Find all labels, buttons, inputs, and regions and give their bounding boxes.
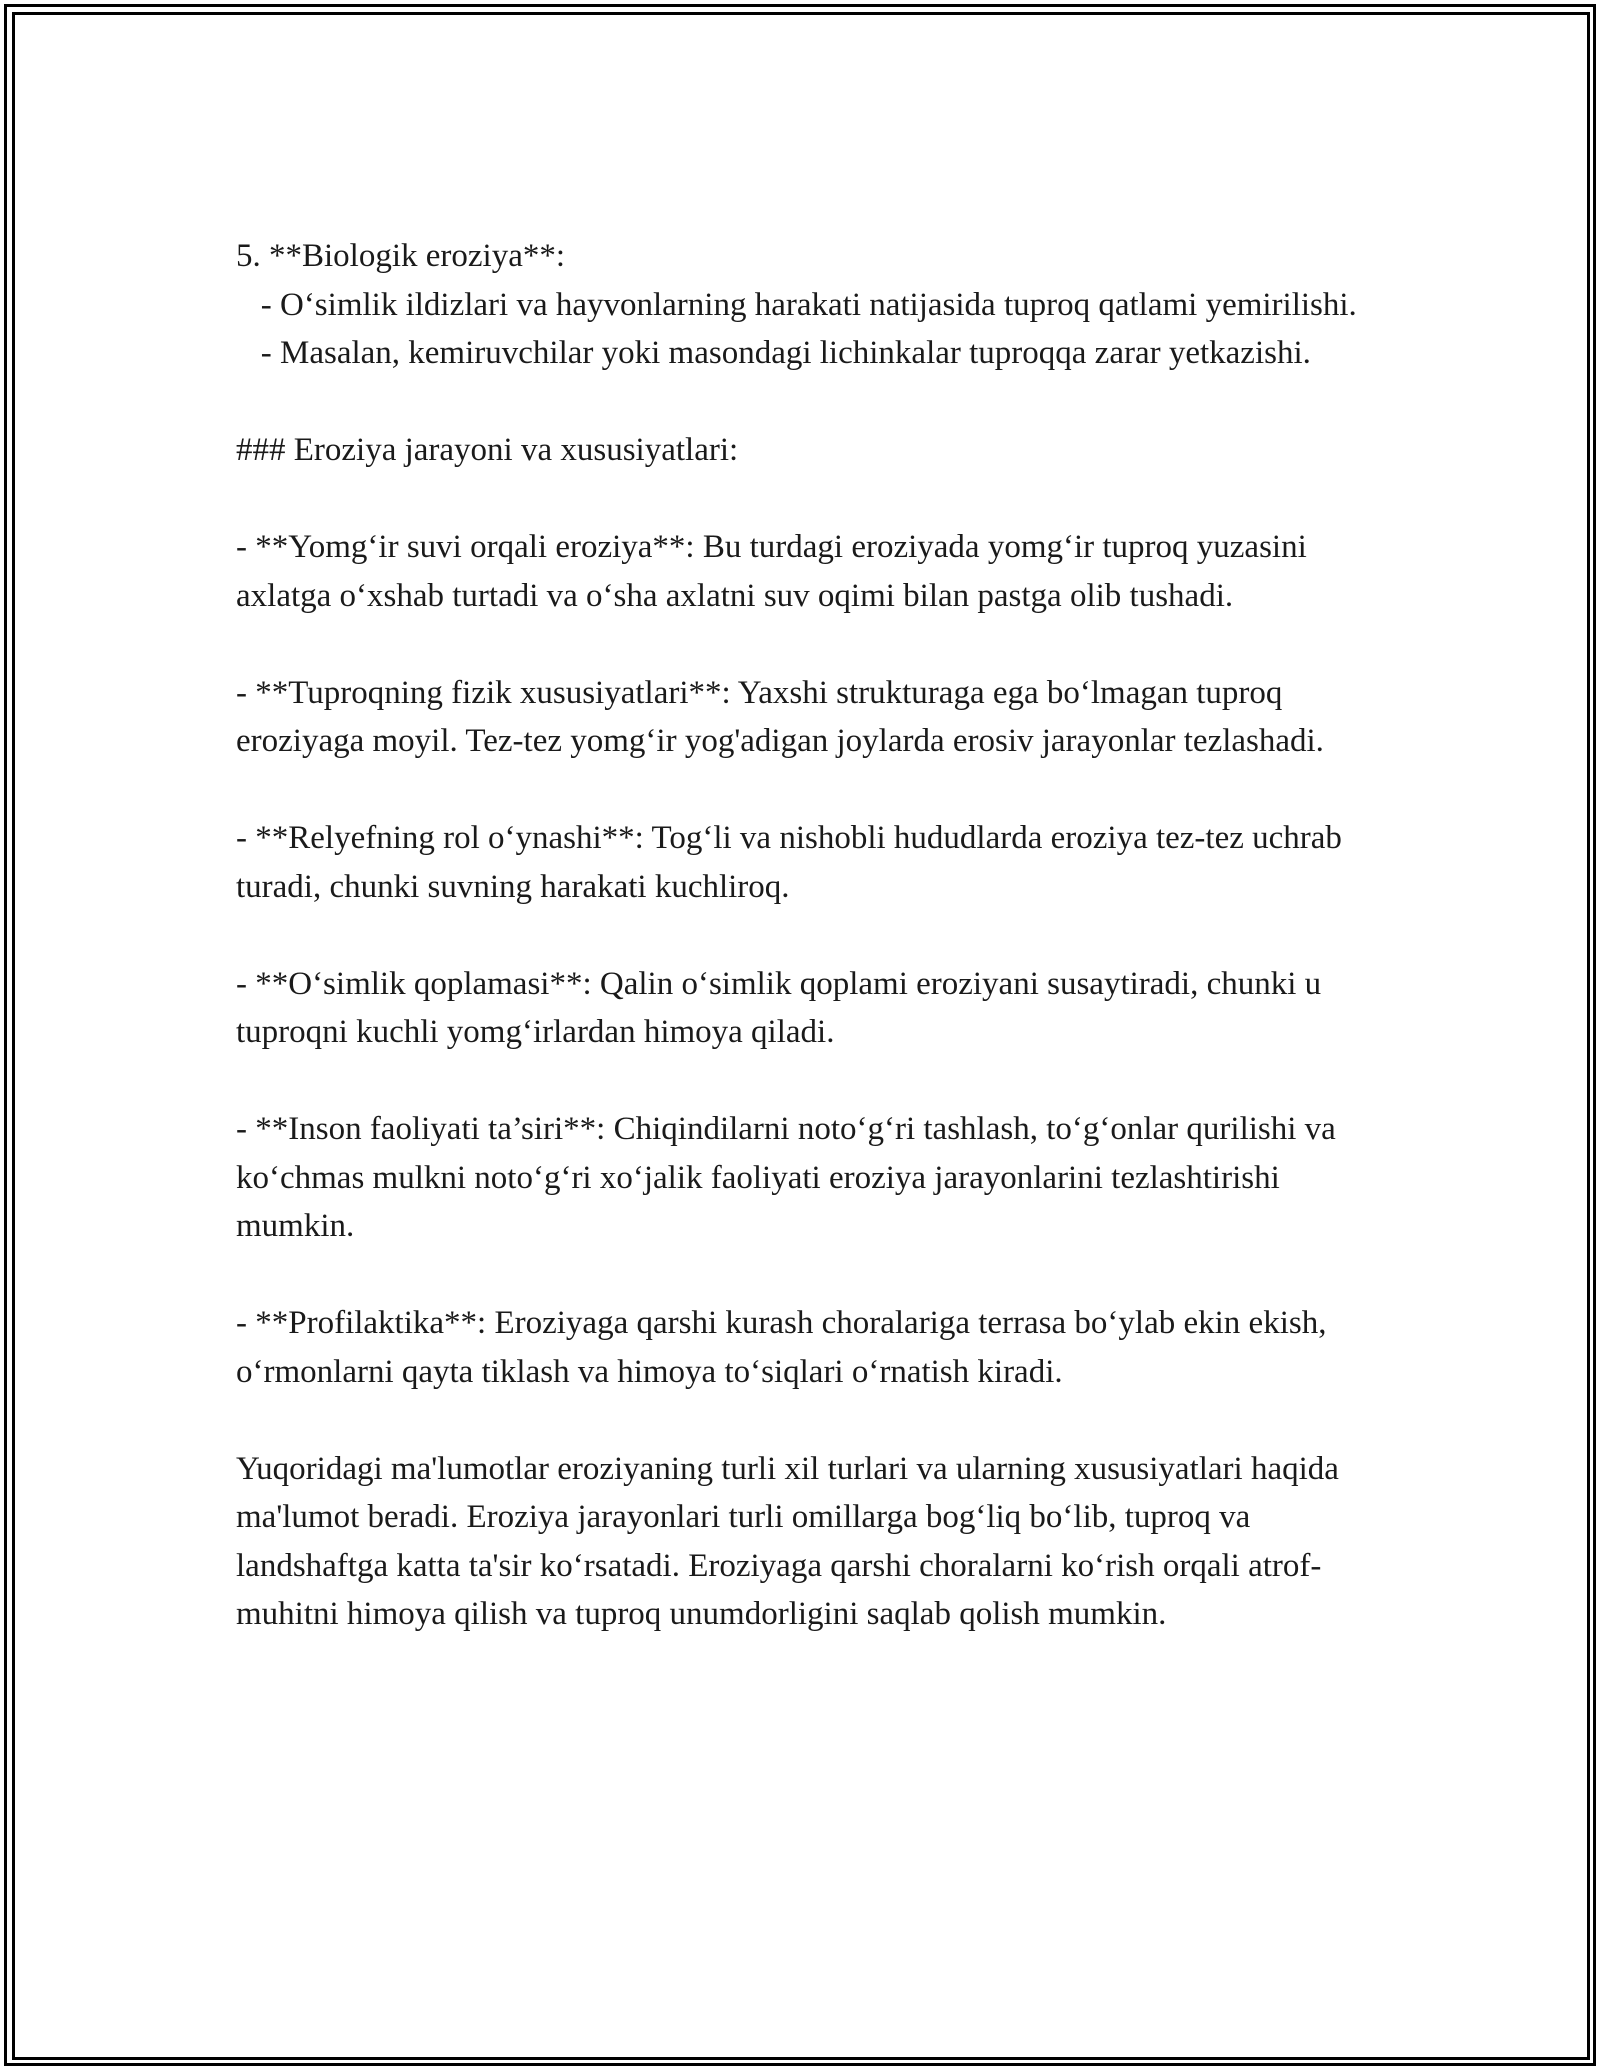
list-item: - **O‘simlik qoplamasi**: Qalin o‘simlik qoplami eroziyani susaytiradi, chunki u tuproqni kuchli yomg‘irlardan himoya qiladi. [236, 965, 1330, 1050]
spacer [236, 1057, 1386, 1106]
list-item: - **Tuproqning fizik xususiyatlari**: Yaxshi strukturaga ega bo‘lmagan tuproq eroziyaga moyil. Tez-tez yomg‘ir yog'adigan joylarda erosiv jarayonlar tezlashadi. [236, 674, 1324, 759]
list-item: - Masalan, kemiruvchilar yoki masondagi lichinkalar tuproqqa zarar yetkazishi. [236, 335, 1311, 371]
spacer [236, 1396, 1386, 1445]
list-item: - **Profilaktika**: Eroziyaga qarshi kurash choralariga terrasa bo‘ylab ekin ekish, o‘rmonlarni qayta tiklash va himoya to‘siqlari o‘rnatish kiradi. [236, 1305, 1335, 1390]
spacer [236, 620, 1386, 669]
spacer [236, 475, 1386, 524]
spacer [236, 378, 1386, 427]
document-body [236, 232, 1386, 1639]
list-item: - **Inson faoliyati ta’siri**: Chiqindilarni noto‘g‘ri tashlash, to‘g‘onlar qurilishi va ko‘chmas mulkni noto‘g‘ri xo‘jalik faoliyati eroziya jarayonlarini tezlashtirishi mumkin. [236, 1111, 1345, 1244]
list-item: - **Yomg‘ir suvi orqali eroziya**: Bu turdagi eroziyada yomg‘ir tuproq yuzasini axlatga o‘xshab turtadi va o‘sha axlatni suv oqimi bilan pastga olib tushadi. [236, 529, 1316, 614]
spacer [236, 766, 1386, 815]
section-heading: 5. **Biologik eroziya**: [236, 238, 566, 274]
spacer [236, 911, 1386, 960]
subheading: ### Eroziya jarayoni va xususiyatlari: [236, 432, 739, 468]
list-item: - O‘simlik ildizlari va hayvonlarning harakati natijasida tuproq qatlami yemirilishi. [236, 286, 1357, 323]
list-item: - **Relyefning rol o‘ynashi**: Tog‘li va nishobli hududlarda eroziya tez-tez uchrab turadi, chunki suvning harakati kuchliroq. [236, 820, 1351, 905]
spacer [236, 1251, 1386, 1300]
conclusion-paragraph: Yuqoridagi ma'lumotlar eroziyaning turli xil turlari va ularning xususiyatlari haqida ma'lumot beradi. Eroziya jarayonlari turli omillarga bog‘liq bo‘lib, tuproq va landshaftga katta ta'sir ko‘rsatadi. Eroziyaga qarshi choralarni ko‘rish orqali atrof-muhitni himoya qilish va tuproq unumdorligini saqlab qolish mumkin. [236, 1450, 1348, 1632]
